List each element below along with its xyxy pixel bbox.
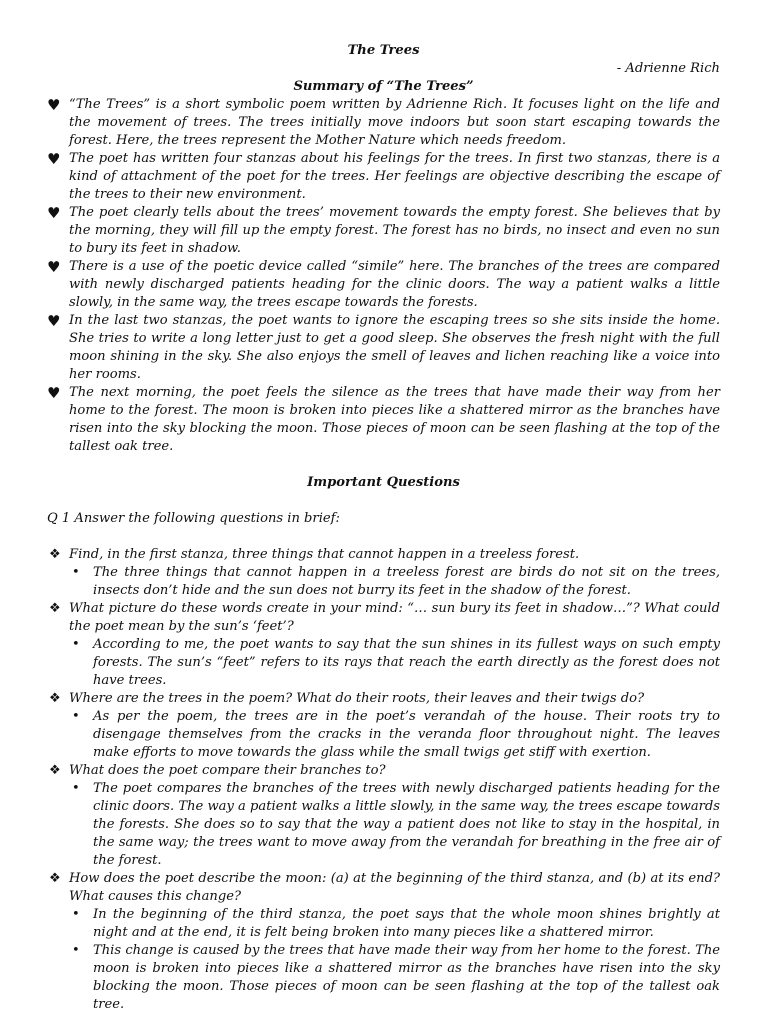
dot-bullet-icon: • <box>72 637 80 652</box>
answer-text: This change is caused by the trees that have made their way from her home to the forest. The moon is broken into pieces like a shattered mirror as the branches have risen into the sky blocking the moon. Those pieces of moon can be seen flashing at the top of the tallest oak tree. <box>93 943 720 1012</box>
summary-list <box>47 96 720 456</box>
summary-item <box>47 384 720 456</box>
heart-bullet-icon: ♥ <box>47 384 61 402</box>
diamond-bullet-icon: ❖ <box>49 601 61 616</box>
summary-text: The poet clearly tells about the trees’ movement towards the empty forest. She believes that by the morning, they will fill up the empty forest. The forest has no birds, no insect and even no sun to bury its feet in shadow. <box>69 205 720 256</box>
summary-text: In the last two stanzas, the poet wants to ignore the escaping trees so she sits inside the home. She tries to write a long letter just to get a good sleep. She observes the fresh night with the full moon shining in the sky. She also enjoys the smell of leaves and lichen reaching like a voice into her rooms. <box>69 313 720 382</box>
answer-item <box>69 708 720 762</box>
dot-bullet-icon: • <box>72 907 80 922</box>
heart-bullet-icon: ♥ <box>47 312 61 330</box>
summary-text: There is a use of the poetic device called “simile” here. The branches of the trees are compared with newly discharged patients heading for the clinic doors. The way a patient walks a little slowly, in the same way, the trees escape towards the forests. <box>69 259 720 310</box>
question-item <box>47 870 720 1014</box>
answer-text: In the beginning of the third stanza, the poet says that the whole moon shines brightly at night and at the end, it is felt being broken into many pieces like a shattered mirror. <box>93 907 720 940</box>
answer-text: According to me, the poet wants to say that the sun shines in its fullest ways on such empty forests. The sun’s “feet” refers to its rays that reach the earth directly as the forest does not have trees. <box>93 637 720 688</box>
question-item <box>47 762 720 870</box>
question-item <box>47 546 720 600</box>
heart-bullet-icon: ♥ <box>47 96 61 114</box>
diamond-bullet-icon: ❖ <box>49 871 61 886</box>
question-text: What does the poet compare their branches to? <box>69 763 386 778</box>
answer-list <box>69 780 720 870</box>
question-text: How does the poet describe the moon: (a) at the beginning of the third stanza, and (b) at its end? What causes this change? <box>69 871 720 904</box>
dot-bullet-icon: • <box>72 709 80 724</box>
answer-item <box>69 564 720 600</box>
summary-item <box>47 150 720 204</box>
diamond-bullet-icon: ❖ <box>49 763 61 778</box>
question-heading: Q 1 Answer the following questions in brief: <box>47 511 340 526</box>
answer-item <box>69 942 720 1014</box>
summary-item <box>47 312 720 384</box>
question-item <box>47 600 720 690</box>
answer-text: The poet compares the branches of the trees with newly discharged patients heading for the clinic doors. The way a patient walks a little slowly, in the same way, the trees escape towards the forests. She does so to say that the way a patient does not like to stay in the hospital, in the same way; the trees want to move away from the verandah for breathing in the free air of the forest. <box>93 781 720 868</box>
question-text: Find, in the first stanza, three things that cannot happen in a treeless forest. <box>69 547 580 562</box>
summary-text: The next morning, the poet feels the silence as the trees that have made their way from her home to the forest. The moon is broken into pieces like a shattered mirror as the branches have risen into the sky blocking the moon. Those pieces of moon can be seen flashing at the top of the tallest oak tree. <box>69 385 720 454</box>
answer-item <box>69 780 720 870</box>
diamond-bullet-icon: ❖ <box>49 691 61 706</box>
answer-list <box>69 564 720 600</box>
summary-item <box>47 204 720 258</box>
poem-author: - Adrienne Rich <box>616 61 720 76</box>
answer-text: As per the poem, the trees are in the poet’s verandah of the house. Their roots try to disengage themselves from the cracks in the veranda floor throughout night. The leaves make efforts to move towards the glass while the small twigs get stiff with exertion. <box>93 709 720 760</box>
dot-bullet-icon: • <box>72 943 80 958</box>
summary-text: “The Trees” is a short symbolic poem written by Adrienne Rich. It focuses light on the life and the movement of trees. The trees initially move indoors but soon start escaping towards the forest. Here, the trees represent the Mother Nature which needs freedom. <box>69 97 720 148</box>
summary-item <box>47 96 720 150</box>
document-page <box>47 42 720 1014</box>
question-text: Where are the trees in the poem? What do their roots, their leaves and their twigs do? <box>69 691 645 706</box>
summary-text: The poet has written four stanzas about his feelings for the trees. In first two stanzas, there is a kind of attachment of the poet for the trees. Her feelings are objective describing the escape of the trees to their new environment. <box>69 151 720 202</box>
question-text: What picture do these words create in your mind: “… sun bury its feet in shadow…”? What could the poet mean by the sun’s ‘feet’? <box>69 601 720 634</box>
question-item <box>47 690 720 762</box>
answer-list <box>69 708 720 762</box>
heart-bullet-icon: ♥ <box>47 204 61 222</box>
answer-item <box>69 906 720 942</box>
answer-list <box>69 636 720 690</box>
summary-title: Summary of “The Trees” <box>293 79 474 94</box>
diamond-bullet-icon: ❖ <box>49 547 61 562</box>
answer-list <box>69 906 720 1014</box>
dot-bullet-icon: • <box>72 781 80 796</box>
questions-list <box>47 546 720 1014</box>
summary-item <box>47 258 720 312</box>
important-questions-title: Important Questions <box>307 475 460 490</box>
dot-bullet-icon: • <box>72 565 80 580</box>
answer-item <box>69 636 720 690</box>
heart-bullet-icon: ♥ <box>47 258 61 276</box>
poem-title: The Trees <box>347 43 420 58</box>
answer-text: The three things that cannot happen in a treeless forest are birds do not sit on the trees, insects don’t hide and the sun does not burry its feet in the shadow of the forest. <box>93 565 720 598</box>
title-block <box>47 42 720 96</box>
heart-bullet-icon: ♥ <box>47 150 61 168</box>
